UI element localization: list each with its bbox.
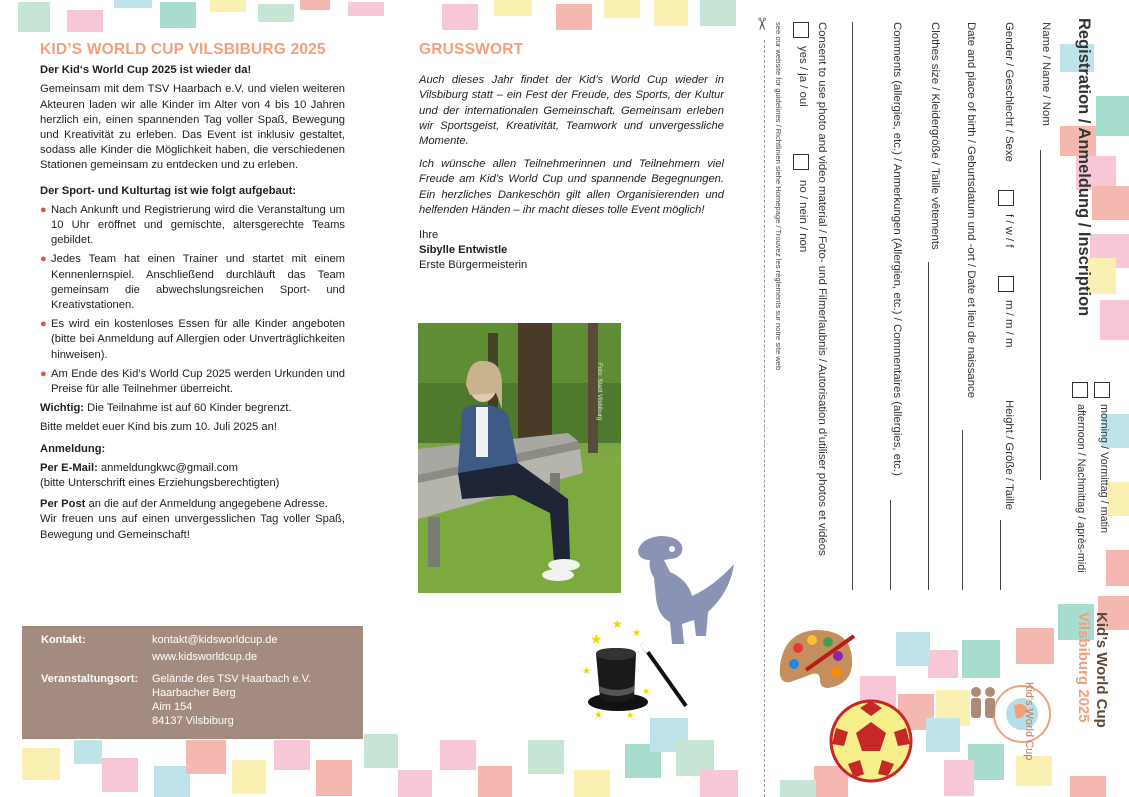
svg-text:★: ★	[626, 710, 635, 720]
gender-female-checkbox[interactable]	[998, 190, 1014, 206]
list-item: ● Jedes Team hat einen Trainer und startet mit einem Kennenlernspiel. Anschließend durchläuft das Team gemeinsam die abwechslungsreichen Sport- und Kreativstationen.	[40, 253, 345, 312]
brand-title: Kid’s World Cup	[1093, 612, 1110, 728]
signature-greeting: Ihre	[419, 229, 439, 242]
venue-line: 84137 Vilsbiburg	[152, 715, 234, 727]
bullet-icon: ●	[40, 367, 47, 380]
clothes-label: Clothes size / Kleidergröße / Taille vêtements	[929, 22, 941, 250]
svg-text:★: ★	[594, 710, 603, 721]
signature-role: Erste Bürgermeisterin	[419, 259, 528, 272]
venue-label: Veranstaltungsort:	[41, 673, 139, 685]
height-field[interactable]	[1000, 520, 1001, 590]
gender-male-label: m / m / m	[1003, 300, 1015, 348]
venue-line: Aim 154	[152, 701, 193, 713]
consent-yes-checkbox[interactable]	[793, 22, 809, 38]
svg-text:★: ★	[642, 686, 651, 696]
event-info-column	[40, 42, 345, 549]
afternoon-checkbox[interactable]	[1072, 382, 1088, 398]
email-note: (bitte Unterschrift eines Erziehungsberechtigten)	[40, 477, 280, 490]
height-label: Height / Größe / Taille	[1003, 400, 1015, 510]
soccer-ball-icon	[828, 698, 914, 784]
clothes-field[interactable]	[928, 262, 929, 590]
gender-male-checkbox[interactable]	[998, 276, 1014, 292]
event-intro: Gemeinsam mit dem TSV Haarbach e.V. und vielen weiteren Akteuren laden wir alle Kinder im Alter von 4 bis 10 Jahren herzlich ein, einen spannenden Tag voller Spaß, Bewegung und Kreativität zu erleben. Das Event ist inklusiv gestaltet, sodass alle Kinder die Möglichkeit haben, die verschiedenen Stationen gemeinsam zu entdecken und zu erleben.	[40, 83, 345, 172]
bullet-icon: ●	[40, 203, 47, 216]
list-item: ● Es wird ein kostenloses Essen für alle Kinder angeboten (bitte bei Anmeldung auf Allergien oder Unverträglichkeiten hinweisen).	[40, 318, 345, 361]
greeting-title: GRUSSWORT	[419, 41, 524, 58]
bullet-icon: ●	[40, 253, 47, 266]
flow-heading: Der Sport- und Kulturtag ist wie folgt aufgebaut:	[40, 184, 297, 197]
svg-text:Kid's World Cup: Kid's World Cup	[1023, 682, 1035, 760]
morning-label: morning / Vormittag / matin	[1098, 404, 1110, 534]
form-title: Registration / Anmeldung / Inscription	[1075, 18, 1093, 317]
comments-field[interactable]	[890, 500, 891, 590]
closing-text: Wir freuen uns auf einen unvergesslichen Tag voller Spaß, Bewegung und Gemeinschaft!	[40, 513, 345, 541]
mayor-photo	[418, 323, 621, 593]
afternoon-label: afternoon / Nachmittag / après-midi	[1075, 404, 1087, 573]
comments-field-line2[interactable]	[852, 22, 853, 590]
scissors-icon: ✂	[752, 16, 772, 32]
post-registration: Per Post an die auf der Anmeldung angegebene Adresse.	[40, 498, 328, 511]
flow-list	[40, 203, 345, 397]
gender-female-label: f / w / f	[1003, 214, 1015, 248]
svg-text:★: ★	[590, 631, 603, 647]
consent-yes-label: yes / ja / oui	[797, 46, 809, 107]
contact-box	[22, 626, 363, 739]
svg-text:★: ★	[582, 666, 591, 677]
photo-credit: Foto: Stadt Vilsbiburg	[596, 363, 602, 421]
cut-line	[764, 40, 765, 797]
consent-label: Consent to use photo and video material / Foto- und Filmerlaubnis / Autorisation d’utiliser photos et vidéos	[816, 22, 828, 556]
comments-label: Comments (allergies, etc.) / Anmerkungen (Allergien, etc.) / Commentaires (allergies, etc.)	[891, 22, 903, 476]
birth-label: Date and place of birth / Geburtsdatum und -ort / Date et lieu de naissance	[965, 22, 977, 399]
bullet-icon: ●	[40, 318, 47, 331]
important-note: Wichtig: Die Teilnahme ist auf 60 Kinder begrenzt.	[40, 402, 292, 415]
kids-world-cup-logo	[960, 670, 1070, 760]
morning-checkbox[interactable]	[1094, 382, 1110, 398]
greeting-paragraph: Ich wünsche allen Teilnehmerinnen und Teilnehmern viel Freude am Kid’s World Cup und spannende Begegnungen. Ein herzliches Dankeschön gilt allen Organisierenden und helfenden Händen – ihr macht dieses tolle Event möglich!	[419, 158, 724, 216]
name-field[interactable]	[1040, 150, 1042, 480]
list-item: ● Nach Ankunft und Registrierung wird die Veranstaltung um 10 Uhr eröffnet und gemischte, altersgerechte Teams gebildet.	[40, 203, 345, 247]
greeting-paragraph: Auch dieses Jahr findet der Kid’s World Cup wieder in Vilsbiburg statt – ein Fest der Freude, des Sports, der Kultur und der internationalen Gemeinschaft. Gemeinsam erleben wir Sportsgeist, Kreativität, Teamwork und unvergessliche Momente.	[419, 74, 724, 148]
gender-label: Gender / Geschlecht / Sexe	[1003, 22, 1015, 162]
event-title: KID’S WORLD CUP VILSBIBURG 2025	[40, 41, 326, 58]
registration-email-link[interactable]: anmeldungkwc@gmail.com	[97, 461, 238, 474]
consent-no-checkbox[interactable]	[793, 154, 809, 170]
contact-label: Kontakt:	[41, 634, 86, 646]
svg-text:★: ★	[632, 628, 641, 639]
email-registration: Per E-Mail: anmeldungkwc@gmail.com	[40, 461, 238, 474]
signature-name: Sibylle Entwistle	[419, 244, 508, 257]
venue-line: Gelände des TSV Haarbach e.V.	[152, 673, 311, 685]
guidelines-note: see our website for guidelines / Richtlinien siehe Homepage / Trouvez les règlements sur notre site web	[774, 22, 783, 371]
event-subtitle: Der Kid‘s World Cup 2025 ist wieder da!	[40, 64, 252, 77]
contact-email-link[interactable]: kontakt@kidsworldcup.de	[152, 634, 278, 646]
venue-line: Haarbacher Berg	[152, 687, 236, 699]
deadline-text: Bitte meldet euer Kind bis zum 10. Juli 2025 an!	[40, 421, 277, 434]
birth-field[interactable]	[962, 430, 963, 590]
registration-heading: Anmeldung:	[40, 442, 106, 455]
list-item: ● Am Ende des Kid’s World Cup 2025 werden Urkunden und Preise für alle Teilnehmer überreicht.	[40, 367, 345, 396]
paint-palette-icon	[776, 626, 856, 692]
brand-subtitle: Vilsbiburg 2025	[1075, 612, 1092, 723]
svg-text:★: ★	[612, 617, 623, 631]
contact-web-link[interactable]: www.kidsworldcup.de	[152, 651, 258, 663]
magic-hat-icon	[582, 614, 692, 724]
greeting-column	[419, 42, 724, 274]
consent-no-label: no / nein / non	[797, 180, 809, 253]
name-label: Name / Name / Nom	[1040, 22, 1052, 126]
